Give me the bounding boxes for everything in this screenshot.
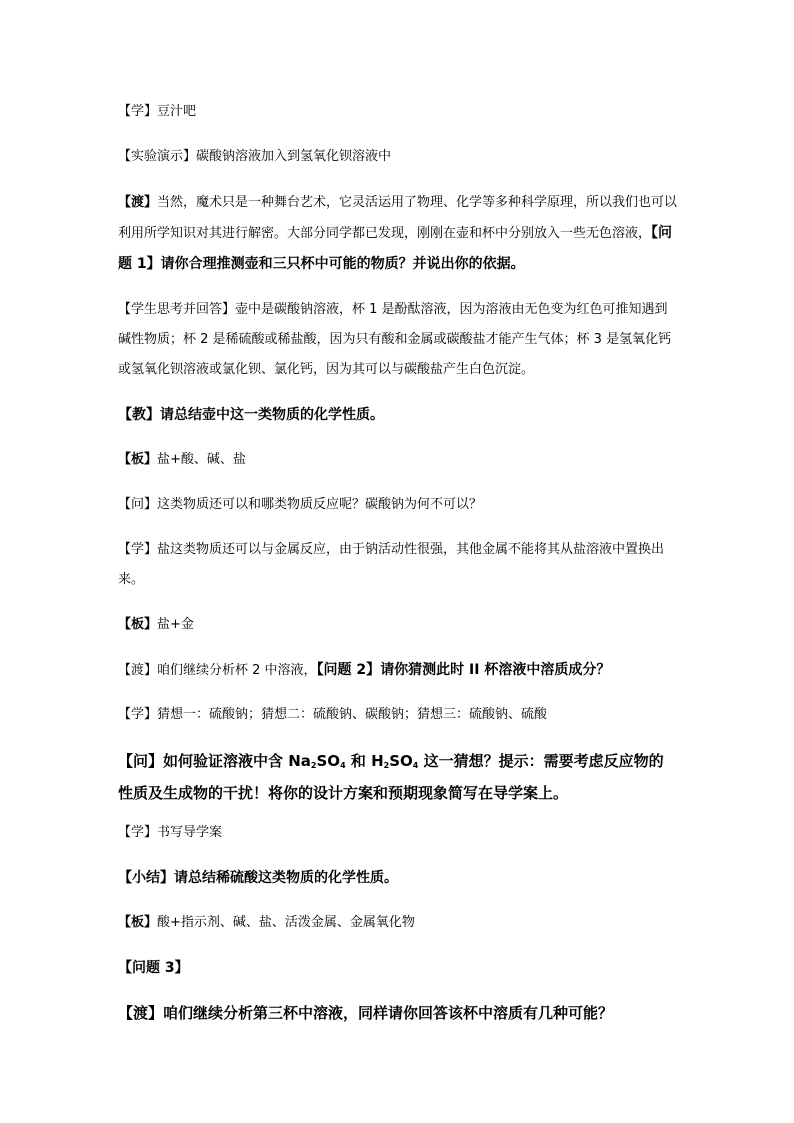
para-text: 盐这类物质还可以与金属反应，由于钠活动性很强，其他金属不能将其从盐溶液中置换出来。 <box>118 542 665 587</box>
para-3 <box>118 188 678 280</box>
question-tag: 【问题 2】 <box>316 662 381 678</box>
para-text: 咱们继续分析第三杯中溶液，同样请你回答该杯中溶质有几种可能？ <box>163 1004 614 1022</box>
subscript: 2 <box>383 761 390 770</box>
para-text: SO <box>389 752 413 770</box>
para-11 <box>118 700 678 730</box>
para-17 <box>118 998 678 1028</box>
para-9 <box>118 610 678 640</box>
para-5 <box>118 400 678 430</box>
para-text: SO <box>316 752 341 770</box>
para-tag: 【渡】 <box>118 663 158 678</box>
para-10 <box>118 655 678 686</box>
para-tag: 【板】 <box>118 617 158 632</box>
para-text: 当然，魔术只是一种舞台艺术，它灵活运用了物理、化学等多种科学原理，所以我们也可以利用所学知识对其进行解密。大部分同学都已发现，刚刚在壶和杯中分别放入一些无色溶液， <box>118 195 678 241</box>
para-text: 咱们继续分析杯 2 中溶液， <box>157 663 317 678</box>
subscript: 4 <box>340 761 346 770</box>
para-14 <box>118 863 678 893</box>
para-text: 这类物质还可以和哪类物质反应呢？碳酸钠为何不可以？ <box>157 497 483 512</box>
para-tag: 【板】 <box>118 915 158 930</box>
para-text: 盐+酸、碱、盐 <box>157 452 246 467</box>
para-text: 这一猜想？提示：需要考虑反应物的性质及生成物的干扰！将你的设计方案和预期现象简写在导学案上。 <box>118 752 664 802</box>
para-4 <box>118 295 678 385</box>
para-12 <box>118 745 678 809</box>
para-tag: 【问题 3】 <box>118 960 189 976</box>
para-13 <box>118 818 678 848</box>
question-text: 请你猜测此时 II 杯溶液中溶质成分？ <box>380 662 611 678</box>
question-text: 请你合理推测壶和三只杯中可能的物质？并说出你的依据。 <box>160 256 525 272</box>
para-tag: 【学】 <box>118 707 158 722</box>
para-8 <box>118 535 678 595</box>
para-text: 如何验证溶液中含 Na <box>163 752 311 770</box>
para-7 <box>118 490 678 520</box>
para-tag: 【小结】 <box>118 870 174 886</box>
para-tag: 【学】 <box>118 825 158 840</box>
para-tag: 【学】 <box>118 542 158 557</box>
para-tag: 【问】 <box>118 497 158 512</box>
subscript: 2 <box>310 761 317 770</box>
para-tag: 【学生思考并回答】 <box>118 302 236 317</box>
para-tag: 【教】 <box>118 407 160 423</box>
para-text: 书写导学案 <box>157 825 223 840</box>
para-tag: 【问】 <box>118 752 164 770</box>
para-1 <box>118 97 678 127</box>
para-text: 酸+指示剂、碱、盐、活泼金属、金属氧化物 <box>157 915 415 930</box>
para-text: 豆汁吧 <box>157 104 197 119</box>
para-tag: 【板】 <box>118 452 158 467</box>
para-text: 请总结壶中这一类物质的化学性质。 <box>160 407 384 423</box>
question-tag: 【问题 1】 <box>118 225 673 272</box>
para-text: 碳酸钠溶液加入到氢氧化钡溶液中 <box>196 149 392 164</box>
subscript: 4 <box>412 761 419 770</box>
para-text: 盐+金 <box>157 617 194 632</box>
para-tag: 【学】 <box>118 104 158 119</box>
para-tag: 【渡】 <box>118 195 158 210</box>
para-text: 壶中是碳酸钠溶液，杯 1 是酚酞溶液，因为溶液由无色变为红色可推知遇到碱性物质；杯 2 是稀硫酸或稀盐酸，因为只有酸和金属或碳酸盐才能产生气体；杯 3 是氢氧化钙或氢氧化钡溶液或氯化钡、氯化钙，因为其可以与碳酸盐产生白色沉淀。 <box>118 302 672 377</box>
para-tag: 【渡】 <box>118 1004 164 1022</box>
para-2 <box>118 142 678 172</box>
para-text: 猜想一：硫酸钠；猜想二：硫酸钠、碳酸钠；猜想三：硫酸钠、硫酸 <box>157 707 548 722</box>
para-16 <box>118 953 678 983</box>
para-text: 请总结稀硫酸这类物质的化学性质。 <box>174 870 398 886</box>
para-6 <box>118 445 678 475</box>
para-tag: 【实验演示】 <box>118 149 197 164</box>
para-15 <box>118 908 678 938</box>
para-text: 和 H <box>345 752 384 770</box>
